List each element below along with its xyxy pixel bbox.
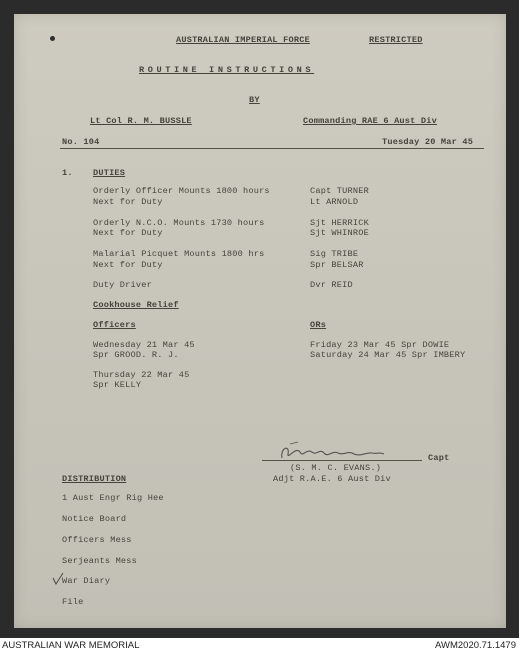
signatory-rank: Capt [428,453,450,463]
duty-name: Spr BELSAR [310,260,364,270]
duty-name: Sig TRIBE [310,249,359,259]
section-heading: DUTIES [93,168,126,178]
document-title: ROUTINE INSTRUCTIONS [139,65,315,75]
duty-label: Next for Duty [93,197,163,207]
distribution-item: War Diary [62,576,111,586]
duty-name: Sjt HERRICK [310,218,369,228]
footer-archive: AUSTRALIAN WAR MEMORIAL [2,640,140,651]
distribution-item: Serjeants Mess [62,556,137,566]
instruction-number: No. 104 [62,137,100,147]
distribution-item: Notice Board [62,514,127,524]
footer-accession: AWM2020.71.1479 [435,640,516,651]
duty-label: Orderly Officer Mounts 1800 hours [93,186,270,196]
duty-name: Lt ARNOLD [310,197,359,207]
signature-rule [262,460,422,461]
duty-label: Duty Driver [93,280,152,290]
distribution-item: Officers Mess [62,535,132,545]
ors-heading: ORs [310,320,327,330]
officer-relief-line: Thursday 22 Mar 45 [93,370,190,380]
duty-name: Sjt WHINROE [310,228,369,238]
classification: RESTRICTED [369,35,423,45]
punch-hole [50,36,55,41]
issuing-officer: Lt Col R. M. BUSSLE [90,116,192,126]
ors-relief-line: Friday 23 Mar 45 Spr DOWIE [310,340,450,350]
duty-label: Orderly N.C.O. Mounts 1730 hours [93,218,265,228]
duty-label: Next for Duty [93,228,163,238]
cookhouse-heading: Cookhouse Relief [93,300,179,310]
duty-label: Next for Duty [93,260,163,270]
signatory-name: (S. M. C. EVANS.) [290,463,382,473]
officer-relief-line: Spr KELLY [93,380,142,390]
officer-relief-line: Wednesday 21 Mar 45 [93,340,195,350]
officers-heading: Officers [93,320,136,330]
duty-name: Capt TURNER [310,186,369,196]
distribution-heading: DISTRIBUTION [62,474,127,484]
instruction-date: Tuesday 20 Mar 45 [382,137,474,147]
section-number: 1. [62,168,73,178]
signatory-appointment: Adjt R.A.E. 6 Aust Div [273,474,391,484]
officer-relief-line: Spr GROOD. R. J. [93,350,179,360]
distribution-item: 1 Aust Engr Rig Hee [62,493,164,503]
command-title: Commanding RAE 6 Aust Div [303,116,437,126]
by-label: BY [249,95,260,105]
force-heading: AUSTRALIAN IMPERIAL FORCE [176,35,310,45]
header-rule [60,148,484,149]
duty-label: Malarial Picquet Mounts 1800 hrs [93,249,265,259]
distribution-item: File [62,597,84,607]
duty-name: Dvr REID [310,280,353,290]
ors-relief-line: Saturday 24 Mar 45 Spr IMBERY [310,350,466,360]
